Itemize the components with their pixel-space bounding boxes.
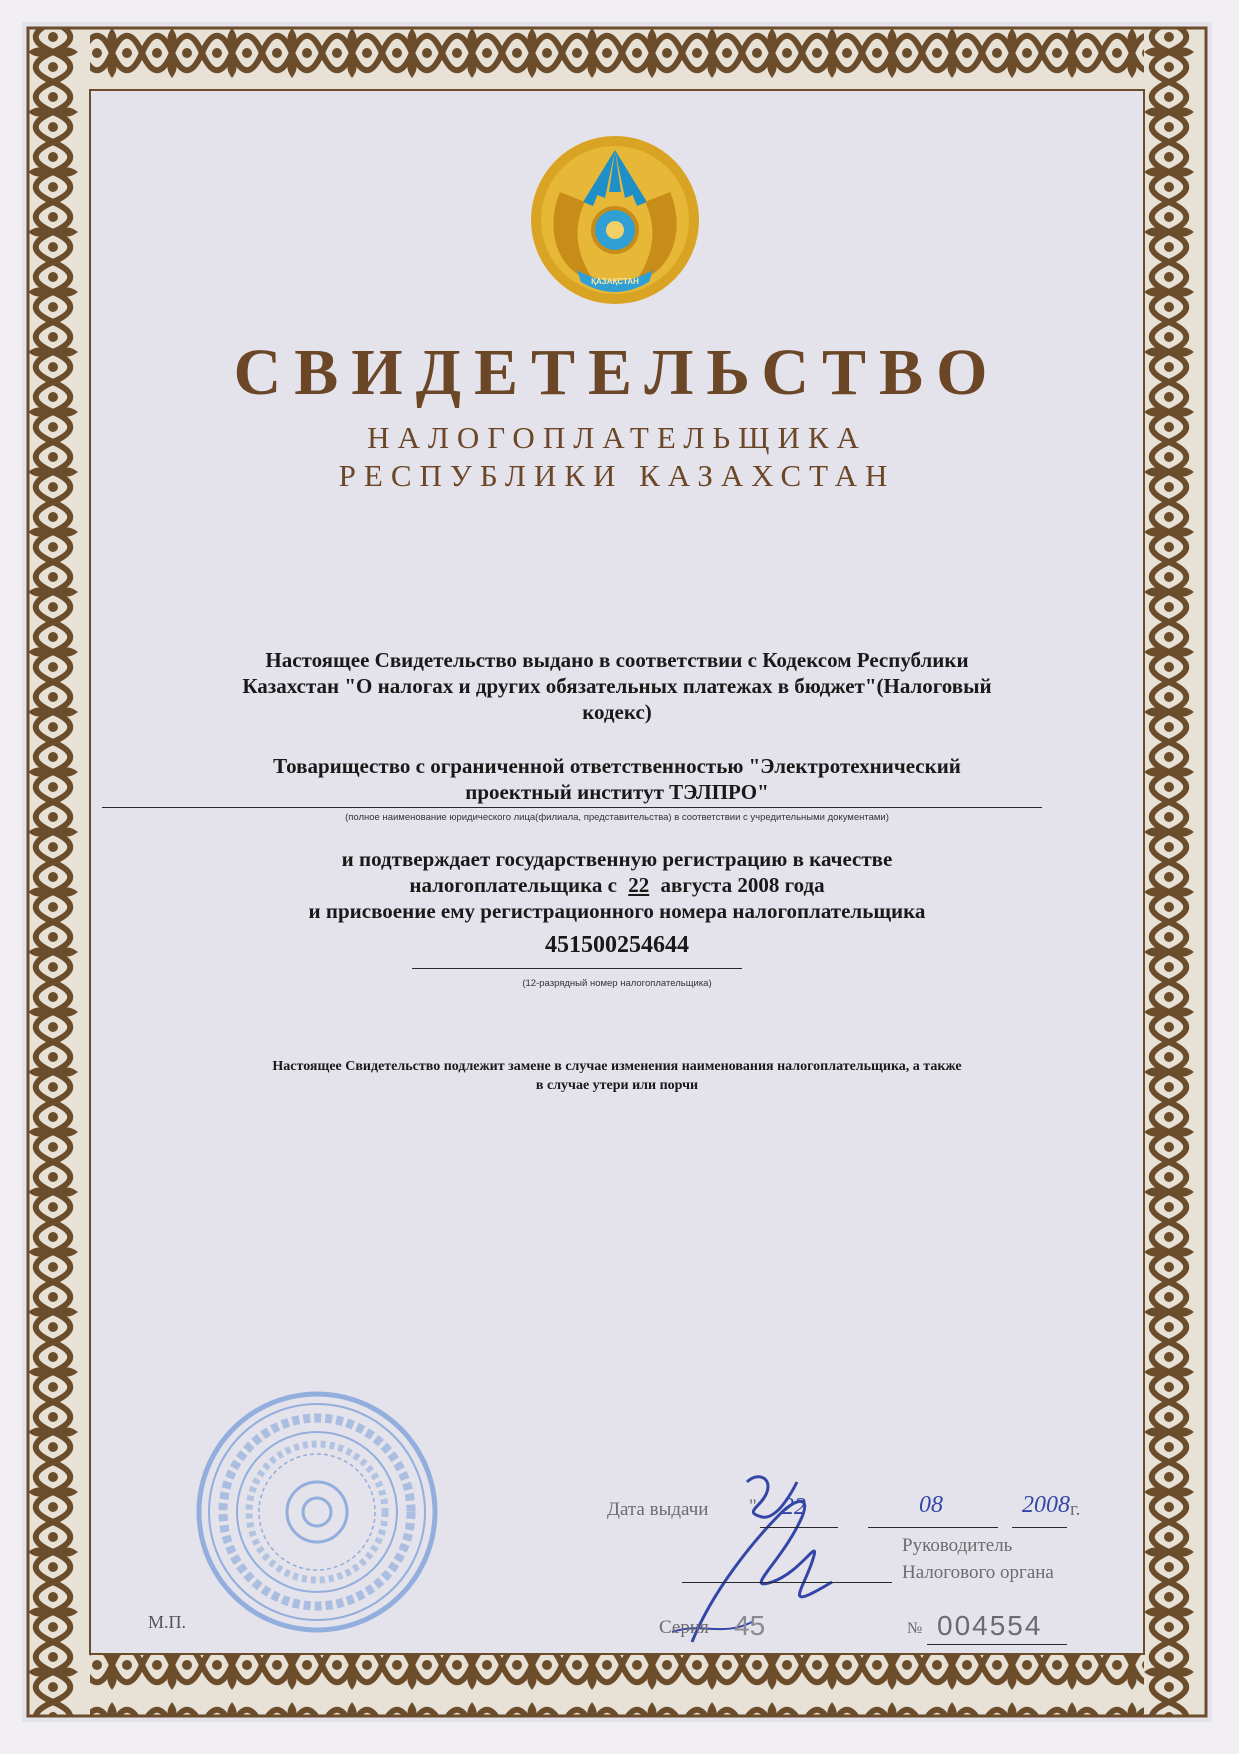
certificate-title: СВИДЕТЕЛЬСТВО (233, 336, 1001, 409)
official-seal-stamp (192, 1387, 442, 1637)
issue-date-label: Дата выдачи (607, 1499, 709, 1520)
intro-paragraph (22, 647, 1212, 725)
number-underline (927, 1644, 1067, 1645)
series-label: Серия (659, 1617, 709, 1638)
state-emblem (525, 132, 705, 308)
head-title-line-1: Руководитель (902, 1535, 1013, 1556)
number-value: 004554 (937, 1610, 1043, 1641)
issue-day-line (760, 1527, 838, 1528)
intro-line: Настоящее Свидетельство выдано в соответствии с Кодексом Республики (265, 648, 969, 672)
issue-year-line (1012, 1527, 1067, 1528)
intro-line: Казахстан "О налогах и других обязательных платежах в бюджет"(Налоговый (242, 674, 992, 698)
issue-date-quote: " (749, 1496, 757, 1517)
company-name-line: проектный институт ТЭЛПРО" (465, 780, 769, 804)
registration-line (22, 872, 1212, 898)
company-name-line: Товарищество с ограниченной ответственностью "Электротехнический (273, 754, 961, 778)
head-title-line-2: Налогового органа (902, 1562, 1054, 1583)
issue-month-line (868, 1527, 998, 1528)
issue-year: 2008 (1022, 1492, 1070, 1518)
head-signature-line (682, 1582, 892, 1583)
registration-month-year: августа 2008 года (660, 873, 825, 897)
company-name (22, 753, 1212, 805)
registration-line: и подтверждает государственную регистрацию в качестве (341, 847, 893, 871)
stamp-place-label: М.П. (148, 1612, 187, 1632)
emblem-caption: ҚАЗАҚСТАН (591, 277, 639, 286)
certificate-sheet (22, 22, 1212, 1722)
issue-day: 22 (782, 1494, 806, 1520)
registration-prefix: налогоплательщика с (409, 873, 617, 897)
note-line: Настоящее Свидетельство подлежит замене в случае изменения наименования налогоплательщика, а также (272, 1059, 962, 1074)
certificate-subtitle-2: РЕСПУБЛИКИ КАЗАХСТАН (338, 458, 896, 493)
tax-number-underline (412, 968, 742, 969)
issue-year-suffix: г. (1070, 1499, 1081, 1520)
issue-month: 08 (919, 1492, 943, 1518)
intro-line: кодекс) (582, 700, 652, 724)
registration-paragraph (22, 846, 1212, 924)
company-caption: (полное наименование юридического лица(филиала, представительства) в соответствии с учредительными документами) (345, 812, 889, 823)
company-underline (102, 807, 1042, 808)
replacement-note (22, 1057, 1212, 1095)
note-line: в случае утери или порчи (535, 1078, 699, 1093)
tax-number-caption: (12-разрядный номер налогоплательщика) (522, 978, 712, 989)
registration-line: и присвоение ему регистрационного номера налогоплательщика (308, 899, 926, 923)
tax-number: 451500254644 (545, 932, 689, 958)
registration-day: 22 (628, 873, 650, 897)
certificate-subtitle-1: НАЛОГОПЛАТЕЛЬЩИКА (367, 420, 867, 455)
series-value: 45 (734, 1610, 766, 1641)
number-label: № (907, 1620, 923, 1637)
